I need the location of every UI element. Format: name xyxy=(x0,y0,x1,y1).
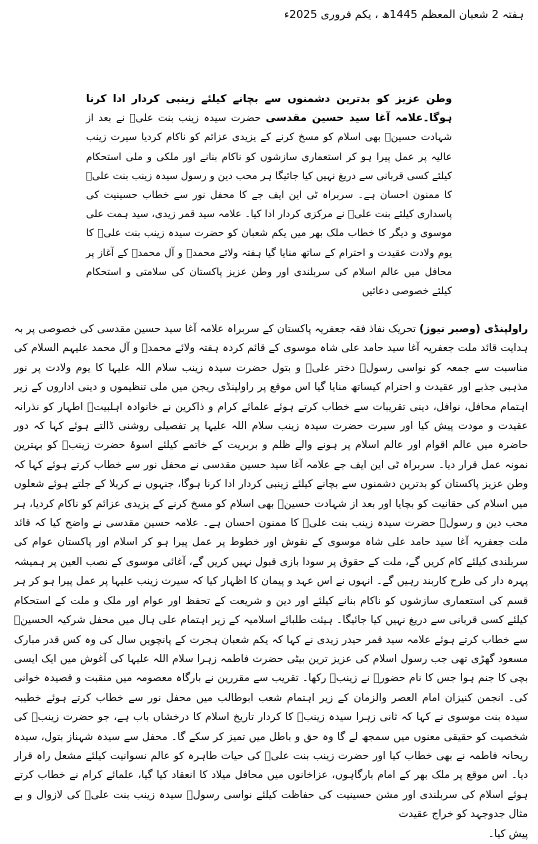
article-closing: پیش کیا۔ xyxy=(488,827,528,840)
summary-title: وطن عزیز کو بدترین دشمنوں سے بچانے کیلئے زینبی کردار ادا کرنا ہوگا۔علامہ آغا سید حسین مقدسی xyxy=(86,93,452,125)
dateline: ہفتہ 2 شعبان المعظم 1445ھ ، یکم فروری 2025ء xyxy=(284,8,524,21)
article-body xyxy=(14,320,528,844)
summary-block xyxy=(86,90,452,301)
article-text: تحریک نفاذ فقہ جعفریہ پاکستان کے سربراہ علامہ آغا سید حسین مقدسی کی خصوصی پر بہ ہدایت قائد ملت جعفریہ آغا سید حامد علی شاہ موسوی کے قائم کردہ ہفتہ ولائے محمدؐ و آل محمد علیہم السلام کی مناسبت سے جمعہ کو نواسی رسولؐ دختر علیؑ و بتول حضرت سیدہ زینب سلام اللہ علیہا کا یوم ولادت پر نور مذہبی جذبے اور عقیدت و احترام کیساتھ منایا گیا اس موقع پر راولپنڈی ریجن میں ملی تنظیموں و دینی اداروں کے زیر اہتمام محافل، نوافل، دینی تقریبات سے خطاب کرتے ہوئے علمائے کرام و ذاکرین نے خانوادہ اہلبیتؑ اطہار کو نذرانہ عقیدت و مودت پیش کیا اور سیرت حضرت سیدہ زینب سلام اللہ علیہا پر تفصیلی روشنی ڈالتے ہوئے کہا کہ دور حاضرہ میں عالم اقوام اور عالم اسلام پر ہونے والے ظلم و بربریت کے خاتمے کیلئے اسوۂ حضرت زینبؑ کو بہترین نمونہ عمل قرار دیا۔ سربراہ ٹی این ایف جے علامہ آغا سید حسین مقدسی نے محفل نور سے خطاب کرتے ہوئے کہا کہ وطن عزیز پاکستان کو بدترین دشمنوں سے بچانے کیلئے زینبی کردار ادا کرنا ہوگا، جنہوں نے کربلا کے جلتے ہوئے شعلوں میں اسلام کی حقانیت کو بچایا اور بعد از شہادت حسینؑ بھی اسلام کو مسخ کرنے کے یزیدی عزائم کو ناکام کردیا، ہر محب دین و رسولؐ حضرت سیدہ زینب بنت علیؑ کا ممنون احسان ہے۔ علامہ حسین مقدسی نے واضح کیا کہ قائد ملت جعفریہ آغا سید حامد علی شاہ موسوی کے نقوش اور خطوط پر عمل پیرا ہو کر اسلام اور پاکستان عوام کی سربلندی کیلئے کام کریں گے، ملت کے حقوق پر سودا بازی قبول نہیں کریں گے، آغائی موسوی کے نصب العین پر ہمیشہ پہرہ دار کی طرح کاربند رہیں گے۔ انہوں نے اس عہد و پیمان کا اظہار کیا کہ سیرت زینب علیہا پر عمل پیرا ہو کر ہر قسم کی استعماری سازشوں کو ناکام بنانے کیلئے اور دین و شریعت کے تحفظ اور عوام اور ملک و ملت کے استحکام کیلئے کسی قربانی سے دریغ نہیں کیا جائیگا۔ ہیئت طلبائے اسلامیہ کے زیر اہتمام علی ہال میں محفل شرکیہ الحسینؑ سے خطاب کرتے ہوئے علامہ سید قمر حیدر زیدی نے کہا کہ یکم شعبان ہجرت کے پانچویں سال کی وہ کس قدر مبارک مسعود گھڑی تھی جب رسول اسلام کی عزیز ترین بیٹی حضرت فاطمہ زہرا سلام اللہ علیہا کی آغوش میں ایک ایسی بچی کا جنم ہوا جس کا نام حضورؐ نے زینبؑ رکھا۔ تقریب سے مقررین نے بارگاہ معصومہ میں منقبت و قصیدہ خوانی کی۔ انجمن کنیزان امام العصر والزمان کے زیر اہتمام شعب ابوطالب میں محفل نور سے خطاب کرتے ہوئے خطیبہ سیدہ بنت موسوی نے کہا کہ ثانی زہرا سیدہ زینبؑ کا کردار تاریخ اسلام کا درخشاں باب ہے، جو حضرت زینبؑ کی شخصیت کو حقیقی معنوں میں سمجھ لے گا وہ حق و باطل میں تمیز کر سکے گا۔ محفل سے سیدہ شہناز بتول، سیدہ ریحانہ فاطمہ نے بھی خطاب کیا اور حضرت زینب بنت علیؑ کی حیات طاہرہ کو عالم نسوانیت کیلئے مشعل راہ قرار دیا۔ اس موقع پر ملک بھر کے امام بارگاہوں، عزاخانوں میں محافل میلاد کا انعقاد کیا گیا، علمائے کرام نے خطاب کرتے ہوئے اسلام کی سربلندی اور مشن حسینیت کی حفاظت کیلئے نواسی رسولؐ سیدہ زینب بنت علیؑ کی لازوال و بے مثال جدوجہد کو خراج عقیدت xyxy=(14,323,528,821)
article-lead: راولپنڈی (وصبر نیوز) xyxy=(419,323,528,335)
summary-text: حضرت سیدہ زینب بنت علیؑ نے بعد از شہادت حسینؑ بھی اسلام کو مسخ کرنے کے یزیدی عزائم کو ناکام کردیا سیرت زینب عالیہ پر عمل پیرا ہو کر استعماری سازشوں کو ناکام بنانے اور ملکی و ملی استحکام کیلئے کسی قربانی سے دریغ نہیں کیا جائیگا ہر محب دین و رسول سیدہ زینب بنت علیؑ کا ممنون احسان ہے۔ سربراہ ٹی این ایف جے کا محفل نور سے خطاب حسینیت کی پاسداری کیلئے بنت علیؑ نے مرکزی کردار ادا کیا۔ علامہ سید قمر زیدی، سید ہمت علی موسوی و دیگر کا خطاب ملک بھر میں یکم شعبان کو حضرت سیدہ زینب بنت علیؑ کا یوم ولادت عقیدت و احترام کے ساتھ منایا گیا ہفتہ ولائے محمدؐ و آل محمدؐ کے آغاز پر محافل میں عالم اسلام کی سربلندی اور وطن عزیز پاکستان کی سلامتی و استحکام کیلئے خصوصی دعائیں xyxy=(86,113,452,298)
